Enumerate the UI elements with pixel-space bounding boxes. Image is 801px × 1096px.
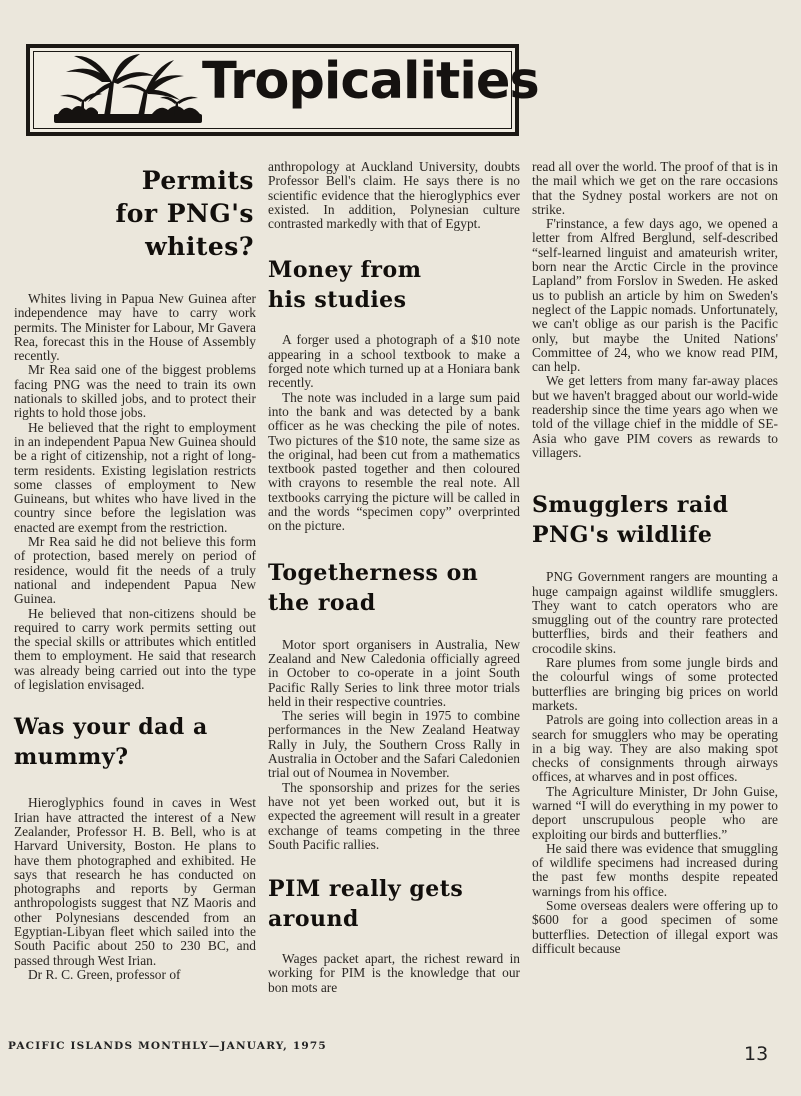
permits-paragraph-4: Mr Rea said he did not believe this form of protection, based merely on period of residence, would fit the needs of a truly national and independent Papua New Guinea. <box>14 534 256 607</box>
money-paragraph-2: The note was included in a large sum paid into the bank and was detected by a bank officer as he was checking the pile of notes. Two pictures of the $10 note, the same size as the original, had been cut from a mathematics textbook pasted together and then coloured with crayons to resemble the real note. All textbooks carrying the picture will be called in and the words “specimen copy” overprinted on the picture. <box>268 389 520 534</box>
headline-smugglers: Smugglers raid PNG's wildlife <box>532 492 729 549</box>
headline-money: Money from his studies <box>268 257 422 314</box>
column-3 <box>532 160 778 956</box>
headline-togetherness: Togetherness on the road <box>268 559 479 616</box>
smuggler-paragraph-4: The Agriculture Minister, Dr John Guise, warned “I will do everything in my power to deport unscrupulous people who are exploiting our birds and butterflies.” <box>532 783 778 842</box>
smuggler-paragraph-6: Some overseas dealers were offering up to $600 for a good specimen of some butterflies. Detection of illegal export was difficult because <box>532 898 778 956</box>
page-number: 13 <box>744 1043 769 1065</box>
road-paragraph-1: Motor sport organisers in Australia, New Zealand and New Caledonia officially agreed in October to co-operate in a joint South Pacific Rally Series to link three motor trials held in their respective countries. <box>268 636 520 709</box>
pim-continued-paragraph-1: read all over the world. The proof of that is in the mail which we get on the rare occasions that the Sydney postal workers are not on strike. <box>532 159 778 217</box>
money-paragraph-1: A forger used a photograph of a $10 note appearing in a school textbook to make a forged note which turned up at a Honiara bank recently. <box>268 332 520 391</box>
section-banner <box>26 44 539 136</box>
section-title: Tropicalities <box>202 52 539 111</box>
permits-paragraph-5: He believed that non-citizens should be required to carry work permits setting out the special skills or attributes which entitled them to employment. He said that research was already being carried out into the type of legislation envisaged. <box>14 605 256 693</box>
smuggler-paragraph-2: Rare plumes from some jungle birds and the colourful wings of some protected butterflies are bringing big prices on world markets. <box>532 655 778 713</box>
column-2 <box>268 160 520 995</box>
permits-paragraph-2: Mr Rea said one of the biggest problems facing PNG was the need to train its own nationals to skilled jobs, and to protect their rights to hold those jobs. <box>14 362 256 421</box>
publication-footer: PACIFIC ISLANDS MONTHLY—JANUARY, 1975 <box>8 1040 327 1052</box>
headline-pim: PIM really gets around <box>268 876 464 933</box>
pim-continued-paragraph-2: F'rinstance, a few days ago, we opened a letter from Alfred Berglund, self-described “self-learned linguist and amateurish writer, born near the Arctic Circle in the province Lapland” from Forslov in Sweden. He asked us to publish an article by him on Sweden's neglect of the Lappic nomads. Unfortunately, we can't oblige as our parish is the Pacific only, but maybe the United Nations' Committee of 24, who we know read PIM, can help. <box>532 216 778 375</box>
mummy-continued-paragraph: anthropology at Auckland University, doubts Professor Bell's claim. He says there is no scientific evidence that the hieroglyphics ever existed. In addition, Polynesian culture contrasted markedly with that of Egypt. <box>268 159 520 232</box>
smuggler-paragraph-5: He said there was evidence that smuggling of wildlife specimens had increased during the past few months despite repeated warnings from his office. <box>532 840 778 899</box>
road-paragraph-2: The series will begin in 1975 to combine performances in the New Zealand Heatway Rally in July, the Southern Cross Rally in Australia in October and the Safari Caledonien trial out of Noumea in November. <box>268 708 520 781</box>
mummy-paragraph-2: Dr R. C. Green, professor of <box>28 966 181 982</box>
smuggler-paragraph-3: Patrols are going into collection areas in a search for smugglers who may be operating in a big way. They are also making spot checks of consignments through airways offices, at wharves and in post offices. <box>532 712 778 785</box>
palm-trees-icon <box>52 52 204 126</box>
headline-permits: Permits for PNG's whites? <box>115 166 254 261</box>
permits-paragraph-1: Whites living in Papua New Guinea after independence may have to carry work permits. The Minister for Labour, Mr Gavera Rea, forecast this in the House of Assembly recently. <box>14 291 256 364</box>
headline-mummy: Was your dad a mummy? <box>14 714 208 771</box>
pim-continued-paragraph-3: We get letters from many far-away places but we haven't bragged about our world-wide readership since the time years ago when we told of the village chief in the middle of SE-Asia who gave PIM covers as rewards to villagers. <box>532 373 778 460</box>
smuggler-paragraph-1: PNG Government rangers are mounting a huge campaign against wildlife smugglers. They want to catch operators who are smuggling out of the country rare protected butterflies, birds and their feathers and crocodile skins. <box>532 569 778 656</box>
column-1 <box>14 162 256 982</box>
road-paragraph-3: The sponsorship and prizes for the series have not yet been worked out, but it is expected the agreement will result in a greater exchange of teams competing in the three South Pacific rallies. <box>268 779 520 852</box>
pim-paragraph-1: Wages packet apart, the richest reward in working for PIM is the knowledge that our bon mots are <box>268 951 520 995</box>
mummy-paragraph-1: Hieroglyphics found in caves in West Irian have attracted the interest of a New Zealander, Professor H. B. Bell, who is at Harvard University, Boston. He plans to have them photographed and exhibited. He says that research he has conducted on photographs and reports by German anthropologists suggest that NZ Maoris and other Polynesians descended from an Egyptian-Libyan fleet which sailed into the South Pacific about 250 to 230 BC, and passed through West Irian. <box>14 795 256 968</box>
permits-paragraph-3: He believed that the right to employment in an independent Papua New Guinea should be a right of citizenship, not a right of long-term residents. Existing legislation restricts some classes of employment to New Guineans, but whites who have lived in the country since before the legislation was enacted are exempt from the restriction. <box>14 419 256 535</box>
